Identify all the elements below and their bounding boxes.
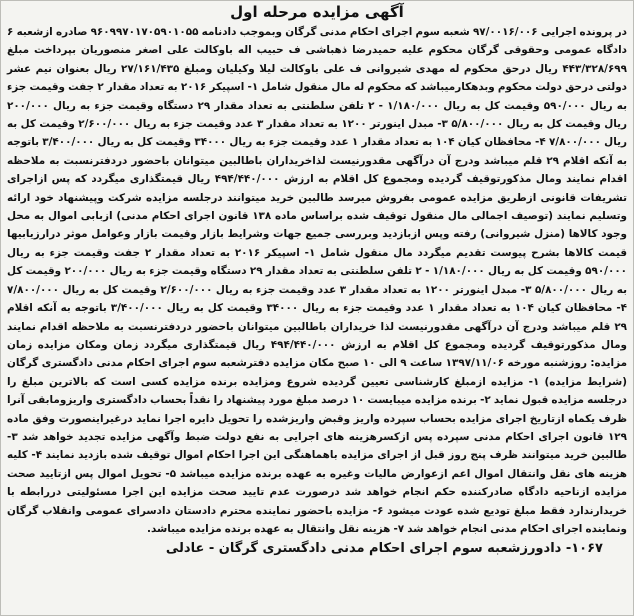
notice-body: در پرونده اجرایی ۹۷/۰۰۱۶/۰۰۶ شعبه سوم اجرای احکام مدنی گرگان وبموجب دادنامه ۹۶۰۹۹۷۰۱۷۰۵۹۰۱۰۵۵ صادره ازشعبه ۶ دادگاه عمومی وحقوقی گرگان محکوم علیه حمیدرضا ذهباشی ف حبیب اله باوکالت علی اصغر منصوریان بپرداخت مبلغ ۴۴۳/۳۲۸/۶۹۹ ریال درحق محکوم له مهدی شیروانی ف علی باوکالت لیلا وکیلیان ومبلغ ۲۷/۱۶۱/۴۳۵ ریال بعنوان نیم عشر دولتی درحق دولت محکوم وبدهکارمیباشد که محکوم له مال منقول شامل ۱- اسپیکر ۲۰۱۶ به تعداد مقدار ۲ جفت وقیمت جزء به ریال ۵۹۰/۰۰۰ وقیمت کل به ریال ۱/۱۸۰/۰۰۰ - ۲ تلفن سلطنتی به تعداد مقدار ۲۹ دستگاه وقیمت جزء به ریال ۲۰۰/۰۰۰ ریال وقیمت کل به ریال ۵/۸۰۰/۰۰۰ ۳- مبدل اینورتر ۱۲۰۰ به تعداد مقدار ۳ عدد وقیمت جزء به ریال ۲/۶۰۰/۰۰۰ وقیمت کل به ریال ۷/۸۰۰/۰۰۰ ۴- محافظان کیان ۱۰۴ به تعداد مقدار ۱ عدد وقیمت جزء به ریال ۳۴۰۰۰ وقیمت کل به ریال ۳/۴۰۰/۰۰۰ باتوجه به آنکه اقلام ۲۹ قلم میباشد ودرج آن درآگهی مقدورنیست لذاخریداران باطالبین میتوانان باحضور دردفترنسبت به ملاحظه اقدام نمایند ومال مذکورتوقیف گردیده ومجموع کل اقلام به ارزش ۴۹۴/۴۴۰/۰۰۰ ریال قیمتگذاری میگردد که پس ازاجرای تشریفات قانونی ازطریق مزایده عمومی بفروش میرسد طالبین خرید میتوانند درجلسه مزایده شرکت وپیشنهاد خود ارائه وتسلیم نمایند (توصیف اجمالی مال منقول توقیف شده براساس ماده ۱۳۸ قانون اجرای احکام مدنی) ازبابی اموال به محل وجود کالاها (منزل شیروانی) رفته وپس ازبازدید وبررسی جمیع جهات وشرایط بازار وقیمت بازار وعوامل موثر درارزیابیها قیمت کالاها بشرح پیوست تقدیم میگردد مال منقول شامل ۱- اسپیکر ۲۰۱۶ به تعداد مقدار ۲ جفت وقیمت جزء به ریال ۵۹۰/۰۰۰ وقیمت کل به ریال ۱/۱۸۰/۰۰۰ - ۲ تلفن سلطنتی به تعداد مقدار ۲۹ دستگاه وقیمت جزء به ریال ۲۰۰/۰۰۰ وقیمت کل به ریال ۵/۸۰۰/۰۰۰ ۳- مبدل اینورتر ۱۲۰۰ به تعداد مقدار ۳ عدد وقیمت جزء به ریال ۲/۶۰۰/۰۰۰ وقیمت کل به ریال ۷/۸۰۰/۰۰۰ ۴- محافظان کیان ۱۰۴ به تعداد مقدار ۱ عدد وقیمت جزء به ریال ۳۴۰۰۰ وقیمت کل به ریال ۳/۴۰۰/۰۰۰ باتوجه به آنکه اقلام ۲۹ قلم میباشد ودرج آن درآگهی مقدورنیست لذا خریداران باطالبین میتوانان باحضور دردفترنسبت به ملاحظه اقدام نمایند ومال مذکورتوقیف گردیده ومجموع کل اقلام به ارزش ۴۹۴/۴۴۰/۰۰۰ ریال قیمتگذاری میگردد زمان ومکان مزایده زمان مزایده: روزشنبه مورخه ۱۳۹۷/۱۱/۰۶ ساعت ۹ الی ۱۰ صبح مکان مزایده دفترشعبه سوم اجرای احکام مدنی دادگستری گرگان (شرایط مزایده) ۱- مزایده ازمبلغ کارشناسی تعیین گردیده شروع ومزایده برنده مزایده کسی است که بالاترین مبلغ را درجلسه مزایده قبول نماید ۲- برنده مزایده میبایست ۱۰ درصد مبلغ مورد پیشنهاد را نقداً بحساب دادگستری واریزومابقی آنرا ظرف یکماه ازتاریخ اجرای مزایده بحساب سپرده واریز وقبض واریزشده را تحویل دایره اجرا نماید درغیراینصورت وفق ماده ۱۲۹ قانون اجرای احکام مدنی سپرده پس ازکسرهزینه های اجرایی به نفع دولت ضبط وآگهی مزایده تجدید خواهد شد ۳- طالبین خرید میتوانند ظرف پنج روز قبل از اجرای مزایده باهماهنگی این اجرا احکام اموال توقیف شده بازدید نمایند ۴- کلیه هزینه های نقل وانتقال اموال اعم ازعوارض مالیات وغیره به عهده برنده مزایده میباشد ۵- تحویل اموال پس ازتایید صحت مزایده ازناحیه دادگاه صادرکننده حکم انجام خواهد شد درصورت عدم تایید صحت مزایده این اجرا مسئولیتی دررابطه با خریدارندارد فقط مبلغ تودیع شده عودت میشود ۶- مزایده باحضور نماینده محترم دادستان دادسرای عمومی وانقلاب گرگان ونماینده اجرای احکام مدنی انجام خواهد شد ۷- هزینه نقل وانتقال به عهده برنده مزایده میباشد. <box>7 26 628 535</box>
notice-title: آگهی مزایده مرحله اول <box>230 3 404 21</box>
notice-signature: ۱۰۶۷- دادورزشعبه سوم اجرای احکام مدنی دادگستری گرگان - عادلی <box>165 541 603 557</box>
